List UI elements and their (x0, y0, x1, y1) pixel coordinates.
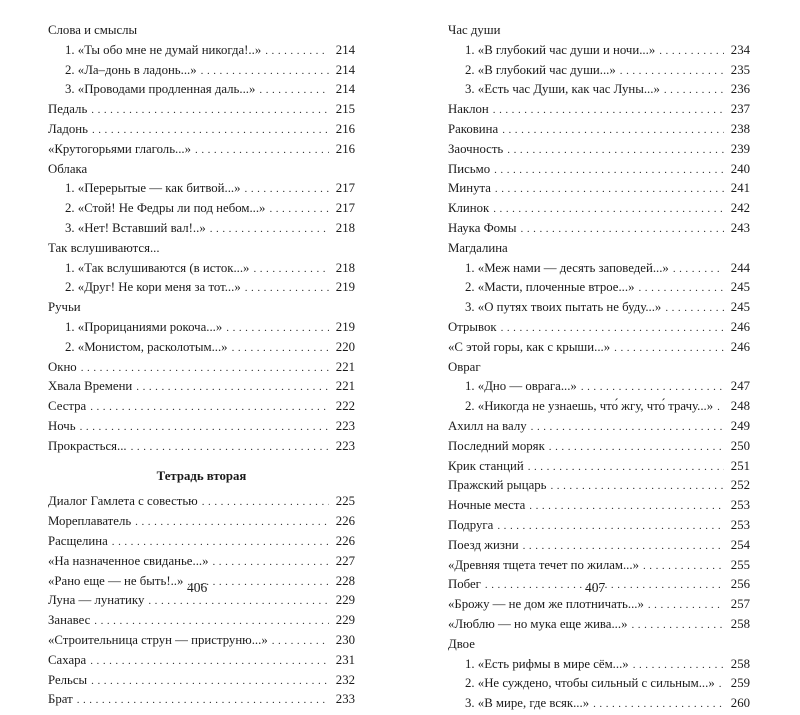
toc-entry-title: Педаль (48, 102, 88, 117)
toc-entry-title: «Люблю — но мука еще жива...» (448, 616, 628, 631)
dot-leader (494, 160, 724, 181)
toc-entry-title: Час души (448, 23, 501, 37)
toc-entry (448, 516, 750, 536)
dot-leader (77, 690, 329, 711)
dot-leader (232, 338, 329, 359)
toc-entry (48, 671, 355, 691)
page-number-left: 406 (187, 580, 208, 595)
toc-entry-title: 2. «Друг! Не кори меня за тот...» (65, 280, 241, 295)
dot-leader (593, 694, 724, 715)
toc-entry (448, 674, 750, 694)
toc-entry (448, 179, 750, 199)
dot-leader (91, 100, 329, 121)
dot-leader (148, 591, 329, 612)
toc-entry-title: Ночь (48, 418, 76, 433)
toc-entry-title: 2. «Масти, плоченные втрое...» (465, 280, 635, 295)
toc-entry-page: 256 (730, 577, 750, 592)
toc-entry-page: 214 (335, 62, 355, 77)
toc-entry-page: 229 (335, 613, 355, 628)
toc-entry-title: Сестра (48, 399, 87, 414)
toc-entry-page: 223 (335, 418, 355, 433)
dot-leader (581, 377, 724, 398)
toc-entry-title: 2. «Не суждено, чтобы сильный с сильным...» (465, 676, 715, 691)
toc-entry-page: 244 (730, 260, 750, 275)
toc-entry (448, 476, 750, 496)
toc-entry-page: 259 (730, 676, 750, 691)
toc-entry-page: 253 (730, 517, 750, 532)
dot-leader (253, 259, 329, 280)
dot-leader (94, 611, 329, 632)
toc-entry (448, 80, 750, 100)
toc-entry (448, 41, 750, 61)
toc-entry (448, 338, 750, 358)
dot-leader (495, 179, 724, 200)
toc-entry-title: 2. «Монистом, расколотым...» (65, 339, 228, 354)
page-number-right: 407 (585, 580, 606, 595)
dot-leader (550, 476, 724, 497)
toc-list-left-part-1 (48, 21, 355, 457)
toc-entry (448, 655, 750, 675)
toc-entry (48, 100, 355, 120)
toc-entry (48, 397, 355, 417)
toc-entry-title: «Строительница струн — приструню...» (48, 632, 268, 647)
dot-leader (187, 572, 329, 593)
toc-entry-title: Наука Фомы (448, 220, 517, 235)
toc-entry-page: 243 (730, 220, 750, 235)
toc-entry-page: 260 (730, 696, 750, 711)
dot-leader (201, 61, 329, 82)
dot-leader (549, 437, 724, 458)
dot-leader (213, 552, 330, 573)
toc-entry (48, 552, 355, 572)
toc-entry-page: 253 (730, 498, 750, 513)
toc-entry-page: 255 (730, 557, 750, 572)
dot-leader (202, 492, 329, 513)
toc-entry-title: «С этой горы, как с крыши...» (448, 339, 611, 354)
toc-entry (448, 259, 750, 279)
toc-entry-page: 234 (730, 42, 750, 57)
toc-entry (448, 120, 750, 140)
toc-entry (48, 417, 355, 437)
toc-entry-title: 1. «В глубокий час души и ночи...» (465, 42, 656, 57)
toc-list-right (448, 21, 750, 714)
toc-entry-title: 1. «Меж нами — десять заповедей...» (465, 260, 669, 275)
toc-entry-title: Так вслушиваются... (48, 240, 160, 255)
toc-entry-title: 1. «Ты обо мне не думай никогда!..» (65, 42, 262, 57)
toc-entry-page: 246 (730, 319, 750, 334)
toc-entry (48, 690, 355, 710)
toc-entry (48, 259, 355, 279)
toc-entry-page: 229 (335, 593, 355, 608)
toc-entry-page: 214 (335, 42, 355, 57)
toc-entry-title: 3. «Проводами продленная даль...» (65, 82, 256, 97)
toc-entry (448, 457, 750, 477)
toc-entry-page: 240 (730, 161, 750, 176)
toc-entry-page: 221 (335, 359, 355, 374)
toc-entry-title: 3. «Нет! Вставший вал!..» (65, 220, 206, 235)
toc-entry (448, 278, 750, 298)
toc-entry-page: 220 (335, 339, 355, 354)
toc-entry-title: «Крутогорьями глаголь...» (48, 141, 192, 156)
toc-entry-title: Заочность (448, 141, 504, 156)
toc-entry (448, 140, 750, 160)
dot-leader (507, 140, 724, 161)
toc-entry (48, 61, 355, 81)
toc-group-heading (448, 21, 750, 41)
dot-leader (717, 397, 724, 418)
toc-entry (448, 100, 750, 120)
toc-entry-title: Побег (448, 577, 481, 592)
toc-entry-title: Ночные места (448, 498, 526, 513)
toc-group-heading (448, 635, 750, 655)
toc-entry-page: 249 (730, 418, 750, 433)
toc-entry-title: Овраг (448, 359, 481, 374)
toc-entry-title: Поезд жизни (448, 537, 519, 552)
section-title: Тетрадь вторая (156, 468, 247, 483)
toc-entry-page: 230 (335, 632, 355, 647)
toc-entry-page: 231 (335, 652, 355, 667)
toc-entry-title: 1. «Прорицаниями рокоча...» (65, 319, 223, 334)
toc-entry-page: 254 (730, 537, 750, 552)
dot-leader (135, 512, 329, 533)
toc-entry-title: Крик станций (448, 458, 524, 473)
toc-entry-page: 251 (730, 458, 750, 473)
dot-leader (92, 120, 329, 141)
dot-leader (90, 397, 329, 418)
toc-entry-page: 248 (730, 399, 750, 414)
toc-entry-title: Окно (48, 359, 77, 374)
toc-entry-page: 258 (730, 656, 750, 671)
right-page (448, 21, 750, 714)
toc-entry-page: 237 (730, 102, 750, 117)
toc-entry-title: Отрывок (448, 319, 497, 334)
dot-leader (631, 615, 724, 636)
dot-leader (245, 278, 329, 299)
toc-entry-title: Занавес (48, 613, 91, 628)
toc-entry-page: 228 (335, 573, 355, 588)
dot-leader (620, 61, 724, 82)
toc-list-left-part-2 (48, 492, 355, 710)
toc-entry-title: 3. «Есть час Души, как час Луны...» (465, 82, 660, 97)
toc-entry-title: Облака (48, 161, 88, 176)
toc-entry-page: 214 (335, 82, 355, 97)
toc-entry (448, 298, 750, 318)
toc-entry-page: 223 (335, 438, 355, 453)
toc-entry-page: 219 (335, 319, 355, 334)
toc-entry-title: Клинок (448, 201, 490, 216)
toc-entry-page: 258 (730, 616, 750, 631)
dot-leader (91, 671, 329, 692)
toc-entry (448, 377, 750, 397)
toc-entry-page: 238 (730, 121, 750, 136)
toc-group-heading (48, 160, 355, 180)
toc-entry (48, 377, 355, 397)
toc-entry (448, 219, 750, 239)
toc-entry (48, 631, 355, 651)
dot-leader (502, 120, 724, 141)
dot-leader (195, 140, 329, 161)
toc-entry (48, 611, 355, 631)
toc-entry-title: Рельсы (48, 672, 88, 687)
toc-entry-title: Магдалина (448, 240, 508, 255)
dot-leader (633, 655, 724, 676)
toc-entry (448, 536, 750, 556)
toc-entry (48, 492, 355, 512)
toc-entry-page: 217 (335, 181, 355, 196)
toc-entry-page: 245 (730, 280, 750, 295)
dot-leader (136, 377, 329, 398)
toc-entry-title: Слова и смыслы (48, 23, 138, 37)
toc-entry (48, 80, 355, 100)
dot-leader (259, 80, 329, 101)
toc-entry-page: 226 (335, 514, 355, 529)
dot-leader (90, 651, 329, 672)
dot-leader (265, 41, 329, 62)
dot-leader (493, 199, 724, 220)
toc-entry-title: Письмо (448, 161, 491, 176)
toc-entry-page: 218 (335, 220, 355, 235)
dot-leader (665, 298, 724, 319)
dot-leader (81, 358, 329, 379)
toc-entry-page: 257 (730, 597, 750, 612)
toc-entry-title: 1. «Есть рифмы в мире сём...» (465, 656, 629, 671)
toc-entry (448, 397, 750, 417)
toc-entry (448, 61, 750, 81)
toc-entry (48, 140, 355, 160)
toc-entry (448, 199, 750, 219)
dot-leader (245, 179, 329, 200)
toc-entry-page: 216 (335, 141, 355, 156)
toc-entry-page: 233 (335, 692, 355, 707)
toc-entry-title: Последний моряк (448, 438, 545, 453)
toc-entry-page: 241 (730, 181, 750, 196)
dot-leader (638, 278, 724, 299)
dot-leader (648, 595, 724, 616)
toc-group-heading (48, 298, 355, 318)
toc-entry-title: 2. «Ла–донь в ладонь...» (65, 62, 197, 77)
dot-leader (531, 417, 724, 438)
toc-entry-page: 221 (335, 379, 355, 394)
toc-entry-page: 239 (730, 141, 750, 156)
toc-entry (48, 338, 355, 358)
toc-entry-title: 1. «Так вслушиваются (в исток...» (65, 260, 250, 275)
toc-group-heading (48, 239, 355, 259)
toc-entry-page: 247 (730, 379, 750, 394)
toc-entry-page: 242 (730, 201, 750, 216)
toc-entry-title: Ахилл на валу (448, 418, 527, 433)
dot-leader (719, 674, 724, 695)
toc-entry-title: Ладонь (48, 121, 88, 136)
toc-entry-page: 235 (730, 62, 750, 77)
dot-leader (673, 259, 724, 280)
toc-entry-title: 2. «Никогда не узнаешь, что́ жгу, что́ трачу...» (465, 399, 714, 414)
toc-entry-page: 225 (335, 494, 355, 509)
toc-entry-title: «На назначенное свиданье...» (48, 553, 209, 568)
toc-entry (448, 556, 750, 576)
dot-leader (497, 516, 724, 537)
toc-entry-title: «Древняя тщета течет по жилам...» (448, 557, 639, 572)
toc-entry-title: Прокрасться... (48, 438, 127, 453)
toc-entry (48, 199, 355, 219)
toc-entry (48, 219, 355, 239)
toc-entry-page: 222 (335, 399, 355, 414)
toc-entry-page: 217 (335, 201, 355, 216)
toc-entry-title: 3. «О путях твоих пытать не буду...» (465, 300, 662, 315)
toc-entry-title: Брат (48, 692, 73, 707)
toc-group-heading (48, 21, 355, 41)
dot-leader (131, 437, 329, 458)
dot-leader (523, 536, 724, 557)
toc-entry (448, 496, 750, 516)
dot-leader (659, 41, 724, 62)
dot-leader (226, 318, 329, 339)
dot-leader (643, 556, 724, 577)
toc-entry (448, 160, 750, 180)
toc-entry-title: 2. «Стой! Не Федры ли под небом...» (65, 201, 266, 216)
toc-entry-page: 236 (730, 82, 750, 97)
toc-entry-title: 3. «В мире, где всяк...» (465, 696, 590, 711)
toc-entry (48, 318, 355, 338)
toc-entry (448, 318, 750, 338)
toc-entry-title: Раковина (448, 121, 499, 136)
toc-entry-title: «Рано еще — не быть!..» (48, 573, 184, 588)
toc-entry-page: 252 (730, 478, 750, 493)
dot-leader (614, 338, 724, 359)
toc-group-heading (448, 239, 750, 259)
toc-entry (48, 358, 355, 378)
toc-entry (448, 417, 750, 437)
toc-entry (48, 512, 355, 532)
toc-entry-title: Сахара (48, 652, 87, 667)
toc-entry-page: 232 (335, 672, 355, 687)
toc-entry-title: Диалог Гамлета с совестью (48, 494, 198, 509)
dot-leader (664, 80, 724, 101)
toc-entry-page: 246 (730, 339, 750, 354)
toc-entry (48, 532, 355, 552)
toc-entry (48, 651, 355, 671)
dot-leader (80, 417, 329, 438)
toc-entry-page: 218 (335, 260, 355, 275)
toc-entry-title: Луна — лунатику (48, 593, 145, 608)
toc-entry (48, 278, 355, 298)
toc-entry (448, 437, 750, 457)
toc-entry (48, 437, 355, 457)
toc-entry (448, 595, 750, 615)
dot-leader (528, 457, 724, 478)
toc-entry-title: «Брожу — не дом же плотничать...» (448, 597, 644, 612)
toc-entry-page: 216 (335, 121, 355, 136)
toc-entry-page: 245 (730, 300, 750, 315)
toc-entry-title: Двое (448, 636, 475, 651)
dot-leader (501, 318, 724, 339)
toc-entry-title: 1. «Дно — оврага...» (465, 379, 577, 394)
toc-entry-title: 2. «В глубокий час души...» (465, 62, 616, 77)
left-page (48, 21, 355, 710)
toc-entry-title: Минута (448, 181, 491, 196)
toc-entry-page: 226 (335, 533, 355, 548)
dot-leader (269, 199, 329, 220)
toc-group-heading (448, 358, 750, 378)
toc-entry (48, 120, 355, 140)
toc-entry-page: 250 (730, 438, 750, 453)
toc-entry (48, 41, 355, 61)
toc-entry (448, 694, 750, 714)
toc-entry-title: 1. «Перерытые — как битвой...» (65, 181, 241, 196)
toc-entry-page: 227 (335, 553, 355, 568)
dot-leader (112, 532, 329, 553)
dot-leader (272, 631, 329, 652)
dot-leader (529, 496, 724, 517)
toc-entry-title: Хвала Времени (48, 379, 133, 394)
toc-entry-title: Пражский рыцарь (448, 478, 547, 493)
toc-entry-title: Наклон (448, 102, 489, 117)
dot-leader (521, 219, 724, 240)
dot-leader (210, 219, 329, 240)
toc-entry (48, 179, 355, 199)
dot-leader (493, 100, 724, 121)
toc-entry-page: 215 (335, 102, 355, 117)
toc-entry-title: Ручьи (48, 300, 81, 315)
toc-entry-page: 219 (335, 280, 355, 295)
toc-entry-title: Мореплаватель (48, 514, 132, 529)
toc-entry-title: Подруга (448, 517, 494, 532)
toc-entry-title: Расщелина (48, 533, 108, 548)
